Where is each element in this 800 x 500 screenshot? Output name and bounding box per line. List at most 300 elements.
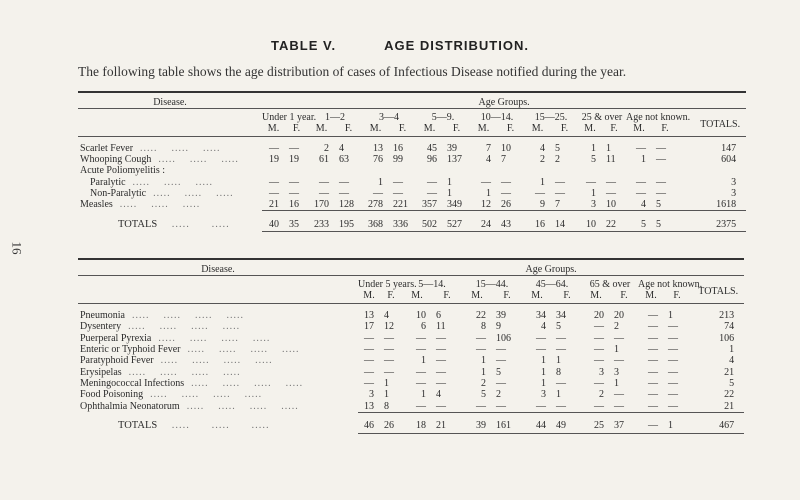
totals-column-header: TOTALS. <box>690 276 744 304</box>
cell-value: 7 <box>501 154 506 166</box>
table-row <box>78 165 746 176</box>
cell-value: — <box>555 187 565 199</box>
leader-dots: ..... ..... ..... <box>151 154 253 166</box>
total-value: 195 <box>335 211 362 232</box>
cell-value <box>389 165 416 176</box>
cell-value: 13 <box>364 310 374 322</box>
row-total: 3 <box>731 176 737 188</box>
total-value: 16 <box>524 211 551 232</box>
cell-value: 16 <box>289 199 299 211</box>
cell-value: — <box>656 154 666 166</box>
cell-value: 7 <box>555 199 560 211</box>
totals-label: TOTALS <box>118 420 158 432</box>
cell-value: 137 <box>447 154 462 166</box>
row-total: 21 <box>724 400 735 412</box>
age-group-header: 65 & over <box>589 279 631 290</box>
cell-value: 106 <box>496 332 511 344</box>
cell-value: 10 <box>501 143 511 155</box>
cell-value: — <box>614 355 624 367</box>
cell-value <box>416 165 443 176</box>
table-row <box>78 304 744 322</box>
cell-value: 5 <box>481 389 486 401</box>
cell-value: 4 <box>540 143 545 155</box>
cell-value: 4 <box>486 154 491 166</box>
cell-value: 3 <box>614 366 619 378</box>
cell-value: 61 <box>319 154 329 166</box>
cell-value: — <box>586 176 596 188</box>
cell-value: 1 <box>447 187 452 199</box>
title-table-number: TABLE V. <box>271 38 337 53</box>
cell-value: 12 <box>384 321 394 333</box>
cell-value: — <box>269 187 279 199</box>
row-total: 147 <box>721 143 737 155</box>
total-value: 44 <box>522 412 552 433</box>
male-header: M. <box>638 290 664 304</box>
cell-value: 2 <box>555 154 560 166</box>
cell-value: 11 <box>606 154 616 166</box>
row-total <box>678 165 746 176</box>
leader-dots: ..... ..... ..... ..... <box>153 355 287 367</box>
cell-value <box>497 165 524 176</box>
row-total: 22 <box>724 389 735 401</box>
totals-label-cell <box>78 412 358 433</box>
cell-value: — <box>436 332 446 344</box>
cell-value: — <box>668 355 678 367</box>
male-header: M. <box>358 290 380 304</box>
cell-value: — <box>594 332 604 344</box>
row-total: 106 <box>719 332 735 344</box>
leader-dots: ..... ..... ..... ..... <box>121 321 255 333</box>
cell-value: 1 <box>641 154 646 166</box>
cell-value: — <box>594 400 604 412</box>
female-header: F. <box>610 290 638 304</box>
disease-name-cell <box>78 344 358 355</box>
female-header: F. <box>497 123 524 137</box>
page-number: 16 <box>9 241 25 255</box>
cell-value: 1 <box>384 377 389 389</box>
cell-value: 357 <box>422 199 437 211</box>
cell-value: 278 <box>368 199 383 211</box>
page-title <box>0 38 800 53</box>
table-row <box>78 137 746 155</box>
total-value: 40 <box>262 211 285 232</box>
cell-value: — <box>481 176 491 188</box>
cell-value: 19 <box>289 154 299 166</box>
cell-value: — <box>648 366 658 378</box>
table-row <box>78 389 744 400</box>
disease-name: Ophthalmia Neonatorum <box>80 400 180 412</box>
cell-value: 45 <box>427 143 437 155</box>
cell-value: — <box>364 344 374 356</box>
disease-name-cell <box>78 304 358 322</box>
leader-dots: ..... ..... ..... <box>133 143 235 155</box>
cell-value: 13 <box>373 143 383 155</box>
cell-value: 1 <box>486 187 491 199</box>
cell-value: — <box>436 355 446 367</box>
total-value: — <box>638 412 664 433</box>
male-header: M. <box>522 290 552 304</box>
cell-value: — <box>656 176 666 188</box>
cell-value: 6 <box>421 321 426 333</box>
male-header: M. <box>402 290 432 304</box>
cell-value: — <box>614 389 624 401</box>
female-header: F. <box>602 123 626 137</box>
cell-value: 2 <box>614 321 619 333</box>
cell-value: 8 <box>556 366 561 378</box>
cell-value: — <box>606 176 616 188</box>
cell-value: 2 <box>599 389 604 401</box>
disease-name: Pneumonia <box>80 310 125 322</box>
leader-dots: ..... ..... ..... ..... <box>125 310 258 322</box>
cell-value: — <box>501 176 511 188</box>
age-group-header: 15—44. <box>475 279 509 290</box>
male-header: M. <box>462 290 492 304</box>
leader-dots: ..... ..... ..... ..... <box>180 344 314 356</box>
cell-value: 1 <box>541 355 546 367</box>
total-value: 21 <box>432 412 462 433</box>
total-value: 161 <box>492 412 522 433</box>
cell-value: — <box>384 366 394 378</box>
cell-value: — <box>269 176 279 188</box>
male-header: M. <box>416 123 443 137</box>
disease-name-cell <box>78 177 262 188</box>
age-group-header: 3—4 <box>379 112 399 123</box>
cell-value: — <box>364 377 374 389</box>
cell-value: — <box>339 176 349 188</box>
age-group-header: 5—14. <box>418 279 446 290</box>
cell-value: 1 <box>481 366 486 378</box>
leader-dots: ..... ..... ..... <box>125 176 228 188</box>
disease-name-cell <box>78 366 358 377</box>
disease-name-cell <box>78 165 262 176</box>
cell-value: 1 <box>540 176 545 188</box>
disease-name-cell <box>78 154 262 165</box>
female-header: F. <box>389 123 416 137</box>
female-header: F. <box>551 123 578 137</box>
disease-name-cell <box>78 137 262 155</box>
table-row <box>78 366 744 377</box>
cell-value: — <box>364 332 374 344</box>
cell-value: — <box>436 344 446 356</box>
cell-value: 4 <box>541 321 546 333</box>
cell-value: 8 <box>384 400 389 412</box>
cell-value: — <box>556 332 566 344</box>
row-total: 21 <box>724 366 735 378</box>
cell-value: 3 <box>369 389 374 401</box>
cell-value: — <box>436 366 446 378</box>
cell-value <box>285 165 308 176</box>
cell-value: — <box>436 400 446 412</box>
leader-dots: ..... ..... ..... <box>112 199 215 211</box>
row-total: 5 <box>729 377 735 389</box>
cell-value: — <box>668 400 678 412</box>
cell-value: 10 <box>416 310 426 322</box>
totals-row <box>78 412 744 433</box>
cell-value: — <box>648 310 658 322</box>
age-groups-header: Age Groups. <box>262 92 746 109</box>
cell-value: 5 <box>556 321 561 333</box>
cell-value: 4 <box>641 199 646 211</box>
total-value: 26 <box>380 412 402 433</box>
age-group-header: Age not known. <box>638 279 703 290</box>
total-value: 35 <box>285 211 308 232</box>
cell-value: — <box>416 377 426 389</box>
female-header: F. <box>664 290 690 304</box>
cell-value: 3 <box>591 199 596 211</box>
cell-value: 19 <box>269 154 279 166</box>
female-header: F. <box>335 123 362 137</box>
age-group-header: 5—9. <box>431 112 455 123</box>
total-value: 37 <box>610 412 638 433</box>
cell-value: — <box>436 377 446 389</box>
disease-name: Non-Paralytic <box>90 187 147 199</box>
total-value: 49 <box>552 412 582 433</box>
cell-value: — <box>636 187 646 199</box>
cell-value: 4 <box>436 389 441 401</box>
row-total: 3 <box>731 187 737 199</box>
cell-value: — <box>416 332 426 344</box>
table-row <box>78 154 746 165</box>
total-value: 10 <box>578 211 602 232</box>
cell-value: 3 <box>541 389 546 401</box>
cell-value: — <box>556 377 566 389</box>
row-total: 213 <box>719 310 735 322</box>
table-row <box>78 355 744 366</box>
row-total: 1 <box>729 344 735 356</box>
cell-value: 63 <box>339 154 349 166</box>
totals-label: TOTALS <box>118 218 158 230</box>
cell-value: 96 <box>427 154 437 166</box>
table-row <box>78 321 744 332</box>
age-group-header: 10—14. <box>480 112 514 123</box>
cell-value: — <box>556 344 566 356</box>
cell-value: 170 <box>314 199 329 211</box>
leader-dots: ..... ..... ..... <box>146 187 248 199</box>
cell-value: — <box>393 176 403 188</box>
cell-value: 2 <box>481 377 486 389</box>
cell-value: 16 <box>393 143 403 155</box>
cell-value: — <box>656 187 666 199</box>
cell-value: — <box>648 332 658 344</box>
cell-value: 1 <box>614 344 619 356</box>
cell-value: — <box>555 176 565 188</box>
cell-value: — <box>384 344 394 356</box>
cell-value: — <box>668 332 678 344</box>
cell-value: — <box>496 400 506 412</box>
total-value: 502 <box>416 211 443 232</box>
total-value: 18 <box>402 412 432 433</box>
female-header: F. <box>652 123 678 137</box>
cell-value <box>626 165 652 176</box>
leader-dots: ..... ..... ..... ..... <box>151 332 285 344</box>
cell-value: — <box>556 400 566 412</box>
cell-value: 4 <box>339 143 344 155</box>
total-value: 5 <box>652 211 678 232</box>
row-total: 604 <box>721 154 737 166</box>
totals-label-cell <box>78 211 262 232</box>
age-group-header: Under 1 year. <box>262 112 317 123</box>
totals-row <box>78 211 746 232</box>
cell-value: 99 <box>393 154 403 166</box>
cell-value: — <box>427 187 437 199</box>
female-header: F. <box>380 290 402 304</box>
cell-value: 1 <box>591 187 596 199</box>
male-header: M. <box>362 123 389 137</box>
cell-value: 9 <box>540 199 545 211</box>
disease-name-cell <box>78 378 358 389</box>
cell-value: — <box>476 332 486 344</box>
cell-value: 221 <box>393 199 408 211</box>
cell-value: — <box>648 321 658 333</box>
total-value: 1 <box>664 412 690 433</box>
disease-name: Measles <box>80 199 113 211</box>
cell-value: 4 <box>384 310 389 322</box>
cell-value <box>602 165 626 176</box>
cell-value: 1 <box>541 377 546 389</box>
total-value: 22 <box>602 211 626 232</box>
disease-name-cell <box>78 199 262 211</box>
disease-name-cell <box>78 321 358 332</box>
cell-value: 13 <box>364 400 374 412</box>
cell-value: 1 <box>556 355 561 367</box>
disease-column-header: Disease. <box>78 92 262 109</box>
cell-value: — <box>289 176 299 188</box>
cell-value: — <box>606 187 616 199</box>
cell-value: 9 <box>496 321 501 333</box>
grand-total: 467 <box>690 412 744 433</box>
female-header: F. <box>443 123 470 137</box>
cell-value: — <box>614 400 624 412</box>
male-header: M. <box>470 123 497 137</box>
male-header: M. <box>308 123 335 137</box>
age-group-header: 25 & over <box>581 112 623 123</box>
leader-dots: ..... ..... ..... ..... <box>179 400 313 412</box>
row-total: 74 <box>724 321 735 333</box>
cell-value: 1 <box>481 355 486 367</box>
cell-value: 39 <box>496 310 506 322</box>
cell-value: — <box>668 377 678 389</box>
cell-value: 1 <box>591 143 596 155</box>
cell-value: 5 <box>555 143 560 155</box>
cell-value: 349 <box>447 199 462 211</box>
title-age-distribution: AGE DISTRIBUTION. <box>384 38 529 53</box>
cell-value: — <box>427 176 437 188</box>
cell-value: 3 <box>599 366 604 378</box>
cell-value: — <box>339 187 349 199</box>
cell-value: — <box>416 400 426 412</box>
total-value: 233 <box>308 211 335 232</box>
disease-name: Puerperal Pyrexia <box>80 332 152 344</box>
disease-name-cell <box>78 355 358 366</box>
cell-value: 39 <box>447 143 457 155</box>
cell-value: 34 <box>556 310 566 322</box>
total-value: 14 <box>551 211 578 232</box>
cell-value: 7 <box>486 143 491 155</box>
cell-value: 5 <box>656 199 661 211</box>
cell-value <box>443 165 470 176</box>
disease-name-cell <box>78 389 358 400</box>
leader-dots: ..... ..... ..... ..... <box>121 366 255 378</box>
total-value: 46 <box>358 412 380 433</box>
cell-value: 128 <box>339 199 354 211</box>
cell-value: — <box>496 377 506 389</box>
table-row <box>78 400 744 412</box>
cell-value: 1 <box>384 389 389 401</box>
cell-value: — <box>416 344 426 356</box>
cell-value <box>470 165 497 176</box>
cell-value: 21 <box>269 199 279 211</box>
total-value: 336 <box>389 211 416 232</box>
disease-name: Erysipelas <box>80 366 122 378</box>
cell-value: 1 <box>614 377 619 389</box>
cell-value: — <box>636 143 646 155</box>
cell-value: 11 <box>436 321 446 333</box>
disease-name: Whooping Cough <box>80 154 152 166</box>
cell-value: — <box>648 344 658 356</box>
intro-paragraph: The following table shows the age distribution of cases of Infectious Disease notified during the year. <box>78 64 627 79</box>
cell-value: 34 <box>536 310 546 322</box>
cell-value: — <box>364 366 374 378</box>
cell-value: 2 <box>324 143 329 155</box>
cell-value: — <box>501 187 511 199</box>
female-header: F. <box>285 123 308 137</box>
table-row <box>78 199 746 211</box>
cell-value: — <box>594 321 604 333</box>
cell-value: — <box>594 344 604 356</box>
cell-value: — <box>384 332 394 344</box>
disease-name-cell <box>78 400 358 412</box>
table-row <box>78 344 744 355</box>
disease-name: Meningococcal Infections <box>80 377 185 389</box>
disease-name: Food Poisoning <box>80 389 144 401</box>
cell-value: — <box>648 400 658 412</box>
male-header: M. <box>262 123 285 137</box>
cell-value: — <box>269 143 279 155</box>
cell-value: 2 <box>540 154 545 166</box>
table-row <box>78 177 746 188</box>
grand-total: 2375 <box>678 211 746 232</box>
cell-value: — <box>319 176 329 188</box>
total-value: 43 <box>497 211 524 232</box>
cell-value: 12 <box>481 199 491 211</box>
cell-value: — <box>648 377 658 389</box>
cell-value <box>308 165 335 176</box>
cell-value <box>362 165 389 176</box>
cell-value <box>578 165 602 176</box>
disease-name: Dysentery <box>80 321 122 333</box>
total-value: 25 <box>582 412 610 433</box>
age-group-header: 45—64. <box>535 279 569 290</box>
leader-dots: ..... ..... ..... ..... <box>143 389 277 401</box>
male-header: M. <box>524 123 551 137</box>
total-value: 5 <box>626 211 652 232</box>
cell-value <box>652 165 678 176</box>
disease-name: Paratyphoid Fever <box>80 355 154 367</box>
cell-value: — <box>384 355 394 367</box>
age-distribution-table-1 <box>78 91 746 232</box>
cell-value: — <box>648 389 658 401</box>
disease-name-cell <box>78 333 358 344</box>
row-total: 4 <box>729 355 735 367</box>
cell-value: 1 <box>556 389 561 401</box>
cell-value <box>335 165 362 176</box>
cell-value: — <box>648 355 658 367</box>
table-row <box>78 378 744 389</box>
total-value: 39 <box>462 412 492 433</box>
cell-value: — <box>656 143 666 155</box>
cell-value: — <box>496 355 506 367</box>
table-row <box>78 333 744 344</box>
